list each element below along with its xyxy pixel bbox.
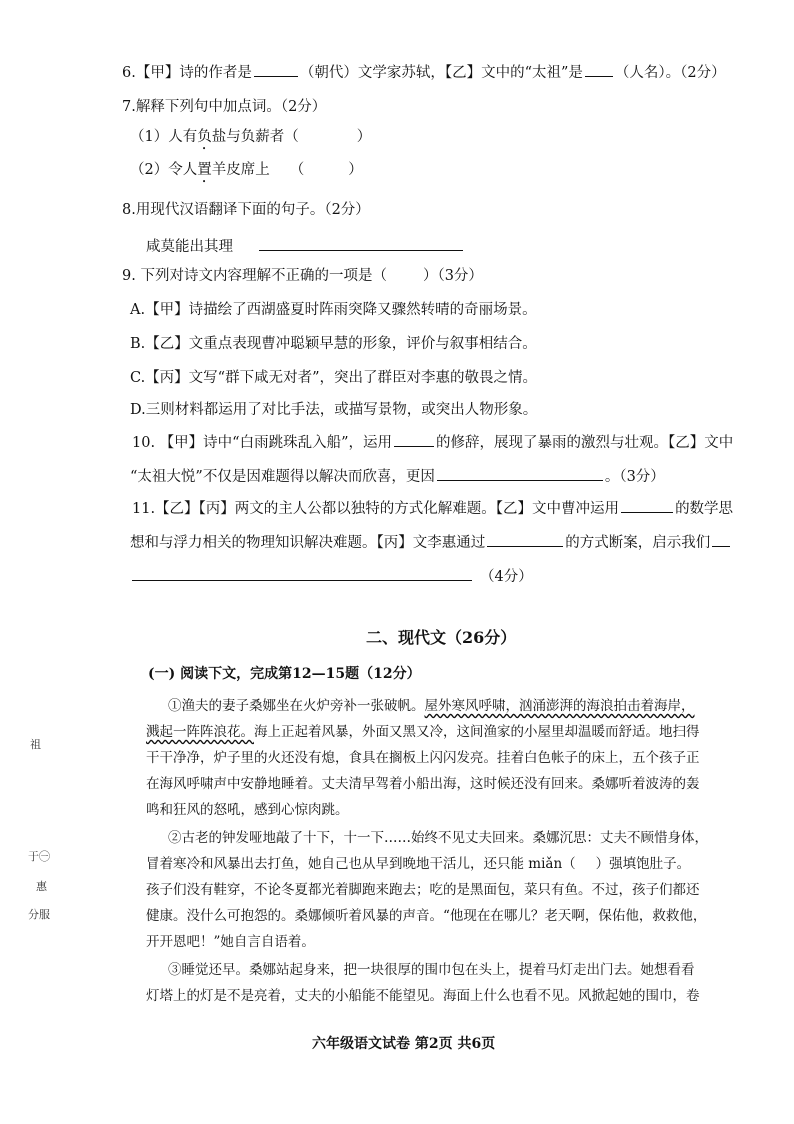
q7-item2 <box>130 160 363 186</box>
passage-p1-line5: 鸣和狂风的怒吼，感到心惊肉跳。 <box>146 802 349 818</box>
q11-line3-score: （4分） <box>480 569 533 585</box>
margin-note-2: 于㊀ <box>28 850 50 863</box>
p1-text-b: 海上正起着风暴，外面又黑又冷，这间渔家的小屋里却温暖而舒适。地扫得 <box>254 724 700 740</box>
section2-title: 二、现代文（26分） <box>366 628 517 647</box>
margin-note-4: 分服 <box>28 908 50 921</box>
q7-stem: 7.解释下列句中加点词。（2分） <box>122 99 327 115</box>
q6-blank-name[interactable] <box>585 62 613 77</box>
q10-line2-b: 。（3分） <box>604 469 665 485</box>
margin-note-3: 惠 <box>36 880 47 893</box>
q11-blank-inspire-start[interactable] <box>712 532 730 547</box>
q7-item2-dotted-word: 置 <box>197 162 212 178</box>
p1-text-a: ①渔夫的妻子桑娜坐在火炉旁补一张破帆。 <box>168 698 425 714</box>
q10-line1-a: 10. 【甲】诗中“白雨跳珠乱入船”，运用 <box>132 435 392 451</box>
p1-wavy-text-2: 溅起一阵阵浪花。 <box>146 724 254 740</box>
passage-p2-line4: 健康。没什么可抱怨的。桑娜倾听着风暴的声音。“他现在在哪儿？老天啊，保佑他，救救他， <box>146 908 707 924</box>
passage-p1-line4: 在海风呼啸声中安静地睡着。丈夫清早驾着小船出海，这时候还没有回来。桑娜听着波涛的轰 <box>146 776 700 792</box>
q7-item1-text-b: 盐与负薪者（ <box>211 129 299 145</box>
q7-item1-text-a: （1）人有 <box>130 129 198 145</box>
q9-stem-text: 9. 下列对诗文内容理解不正确的一项是（ <box>122 268 387 284</box>
q7-item2-close: ） <box>348 162 363 178</box>
q6-mid: （朝代）文学家苏轼，【乙】文中的“太祖”是 <box>299 65 583 81</box>
q8-answer-blank[interactable] <box>259 236 463 251</box>
passage-p1-line2 <box>146 722 700 742</box>
q11-line1 <box>132 498 733 519</box>
p2-text-b: ）强填饱肚子。 <box>595 856 691 872</box>
q9-stem-end: ）（3分） <box>422 268 483 284</box>
q7-item2-text-b: 羊皮席上 <box>211 162 270 178</box>
q11-blank-inspire[interactable] <box>132 566 472 581</box>
passage-p2-line1: ②古老的钟发哑地敲了十下，十一下……始终不见丈夫回来。桑娜沉思：丈夫不顾惜身体， <box>168 830 708 846</box>
q11-line1-b: 的数学思 <box>675 501 734 517</box>
q6-blank-dynasty[interactable] <box>254 62 298 77</box>
q7-item1 <box>130 127 371 153</box>
q11-line3 <box>130 566 533 587</box>
q9-option-b: B.【乙】文重点表现曹冲聪颖早慧的形象，评价与叙事相结合。 <box>130 336 537 352</box>
q8-sentence: 咸莫能出其理 <box>146 239 233 255</box>
passage-p2-line3: 孩子们没有鞋穿，不论冬夏都光着脚跑来跑去；吃的是黑面包，菜只有鱼。不过，孩子们都还 <box>146 882 700 898</box>
q6-line <box>122 62 726 83</box>
q9-option-c: C.【丙】文写“群下咸无对者”，突出了群臣对李惠的敬畏之情。 <box>130 370 538 386</box>
q10-blank-reason[interactable] <box>437 466 603 481</box>
q11-line2-a: 想和与浮力相关的物理知识解决难题。【丙】文李惠通过 <box>130 535 486 551</box>
q8-stem: 8.用现代汉语翻译下面的句子。（2分） <box>122 202 370 218</box>
q7-item2-open: （ <box>289 162 305 178</box>
passage-p3-line1: ③睡觉还早。桑娜站起身来，把一块很厚的围巾包在头上，提着马灯走出门去。她想看看 <box>168 962 695 978</box>
margin-note-1: 祖 <box>30 738 41 751</box>
q10-line2 <box>130 466 665 487</box>
passage-p2-line2 <box>146 854 690 874</box>
q11-blank-math[interactable] <box>621 498 673 513</box>
q7-item1-close: ） <box>356 129 372 145</box>
page-footer: 六年级语文试卷 第2页 共6页 <box>312 1036 496 1052</box>
q11-line1-a: 11.【乙】【丙】两文的主人公都以独特的方式化解难题。【乙】文中曹冲运用 <box>132 501 620 517</box>
passage-p2-line5: 开开恩吧！”她自言自语着。 <box>146 934 315 950</box>
section2-subtitle: (一) 阅读下文，完成第12—15题（12分） <box>148 666 421 682</box>
q9-option-d: D.三则材料都运用了对比手法，或描写景物，或突出人物形象。 <box>130 402 538 418</box>
q6-prefix: 6.【甲】诗的作者是 <box>122 65 252 81</box>
q10-blank-rhetoric[interactable] <box>394 432 434 447</box>
q11-line2-b: 的方式断案，启示我们 <box>565 535 711 551</box>
p2-text-a: 冒着寒冷和风暴出去打鱼，她自己也从早到晚地干活儿，还只能 miǎn（ <box>146 856 576 872</box>
passage-p1-line3: 干干净净，炉子里的火还没有熄，食具在搁板上闪闪发亮。挂着白色帐子的床上，五个孩子正 <box>146 750 700 766</box>
q9-stem <box>122 266 483 286</box>
q10-line1 <box>132 432 733 453</box>
q11-blank-method[interactable] <box>487 532 563 547</box>
p1-wavy-text-1: 屋外寒风呼啸，汹涌澎湃的海浪拍击着海岸， <box>424 698 695 714</box>
q8-answer-line <box>146 236 465 257</box>
passage-p3-line2: 灯塔上的灯是不是亮着，丈夫的小船能不能望见。海面上什么也看不见。风掀起她的围巾，卷 <box>146 988 700 1004</box>
q9-option-a: A.【甲】诗描绘了西湖盛夏时阵雨突降又骤然转晴的奇丽场景。 <box>130 302 537 318</box>
q10-line2-a: “太祖大悦”不仅是因难题得以解决而欣喜，更因 <box>130 469 435 485</box>
q7-item2-text-a: （2）令人 <box>130 162 198 178</box>
passage-p1-line1 <box>168 696 695 716</box>
q7-item1-dotted-word: 负 <box>197 129 212 145</box>
q11-line2 <box>130 532 732 553</box>
q10-line1-b: 的修辞，展现了暴雨的激烈与壮观。【乙】文中 <box>436 435 734 451</box>
q6-suffix: （人名）。（2分） <box>614 65 726 81</box>
